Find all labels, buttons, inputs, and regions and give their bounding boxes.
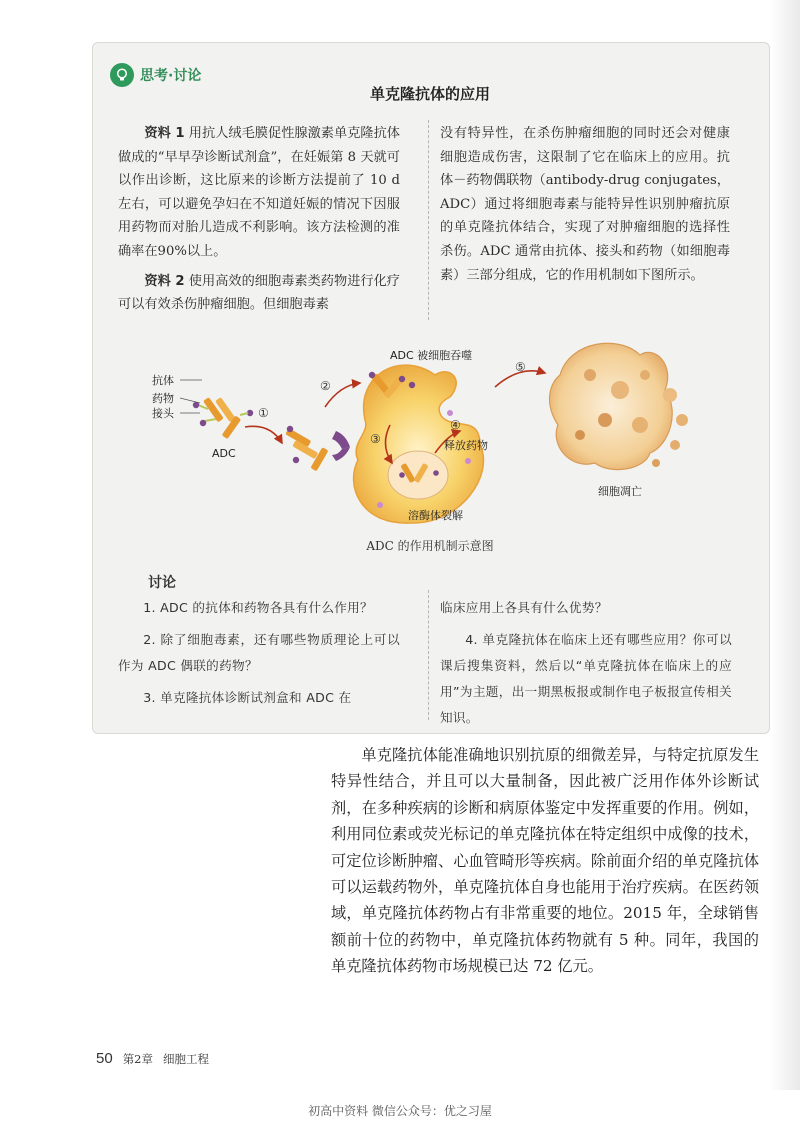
adc-molecule-icon: [193, 397, 253, 439]
step-1: ①: [258, 406, 269, 420]
material-2: [118, 270, 400, 317]
label-apoptosis: 细胞凋亡: [598, 485, 642, 498]
step-4: ④: [450, 418, 461, 432]
discussion-divider: [428, 590, 429, 720]
adc-mechanism-figure: [150, 335, 690, 535]
label-drug: 药物: [152, 392, 174, 405]
step-5: ⑤: [515, 360, 526, 374]
material-1: [118, 122, 400, 264]
discussion-left-column: [118, 595, 400, 711]
arrow-step-1: [245, 426, 282, 443]
page-footer: [96, 1050, 209, 1067]
main-text: [331, 742, 759, 980]
material-2-label: 资料 2: [144, 273, 185, 289]
right-column: [440, 122, 730, 287]
adc-bound-icon: [285, 426, 350, 472]
discussion-right-column: [440, 595, 732, 731]
chapter-label: 第2章: [122, 1052, 154, 1066]
step-2: ②: [320, 379, 331, 393]
label-antibody: 抗体: [152, 374, 174, 387]
column-divider: [428, 120, 429, 320]
question-3-end: 临床应用上各具有什么优势？: [440, 600, 608, 615]
question-2: 2. 除了细胞毒素，还有哪些物质理论上可以作为 ADC 偶联的药物？: [118, 632, 400, 673]
material-1-text: 用抗人绒毛膜促性腺激素单克隆抗体做成的“早早孕诊断试剂盒”，在妊娠第 8 天就可以作出诊断，这比原来的诊断方法提前了 10 d 左右，可以避免孕妇在不知道妊娠的情况下因服用药物而对胎儿造成不利影响。该方法检测的准确率在90%以上。: [118, 126, 400, 259]
material-2-text-left: 使用高效的细胞毒素类药物进行化疗可以有效杀伤肿瘤细胞。但细胞毒素: [118, 273, 400, 313]
label-release: 释放药物: [444, 439, 488, 452]
section-label-footer: 细胞工程: [163, 1052, 210, 1066]
figure-caption: ADC 的作用机制示意图: [366, 539, 494, 553]
label-adc: ADC: [212, 447, 236, 460]
main-paragraph: 单克隆抗体能准确地识别抗原的细微差异，与特定抗原发生特异性结合，并且可以大量制备，因此被广泛用作体外诊断试剂，在多种疾病的诊断和病原体鉴定中发挥重要的作用。例如，利用同位素或荧光标记的单克隆抗体在特定组织中成像的技术，可定位诊断肿瘤、心血管畸形等疾病。除前面介绍的单克隆抗体可以运载药物外，单克隆抗体自身也能用于治疗疾病。在医药领域，单克隆抗体药物占有非常重要的地位。2015 年，全球销售额前十位的药物中，单克隆抗体药物就有 5 种。同年，我国的单克隆抗体药物市场规模已达 72 亿元。: [331, 746, 759, 976]
question-4: 4. 单克隆抗体在临床上还有哪些应用？你可以课后搜集资料，然后以“单克隆抗体在临床上的应用”为主题，出一期黑板报或制作电子板报宣传相关知识。: [440, 632, 732, 725]
page-number: 50: [96, 1050, 113, 1067]
section-label: 思考·讨论: [140, 68, 202, 84]
discussion-title: 讨论: [148, 575, 176, 591]
label-lysosome: 溶酶体裂解: [408, 509, 463, 522]
apoptotic-cell: [550, 343, 688, 469]
step-3: ③: [370, 432, 381, 446]
question-3-start: 3. 单克隆抗体诊断试剂盒和 ADC 在: [143, 690, 352, 705]
watermark-text: 初高中资料 微信公众号：优之习屋: [308, 1104, 492, 1118]
page-title: 单克隆抗体的应用: [369, 85, 490, 103]
material-1-label: 资料 1: [144, 126, 185, 141]
label-linker: 接头: [152, 407, 174, 420]
question-1: 1. ADC 的抗体和药物各具有什么作用？: [143, 600, 373, 615]
label-engulfed: ADC 被细胞吞噬: [390, 349, 473, 362]
left-column: [118, 122, 400, 317]
material-2-text-right: 没有特异性，在杀伤肿瘤细胞的同时还会对健康细胞造成伤害，这限制了它在临床上的应用。抗体－药物偶联物（antibody-drug conjugates，ADC）通过将细胞毒素与能特异性识别肿瘤抗原的单克隆抗体结合，实现了对肿瘤细胞的选择性杀伤。ADC 通常由抗体、接头和药物（如细胞毒素）三部分组成，它的作用机制如下图所示。: [440, 126, 730, 283]
